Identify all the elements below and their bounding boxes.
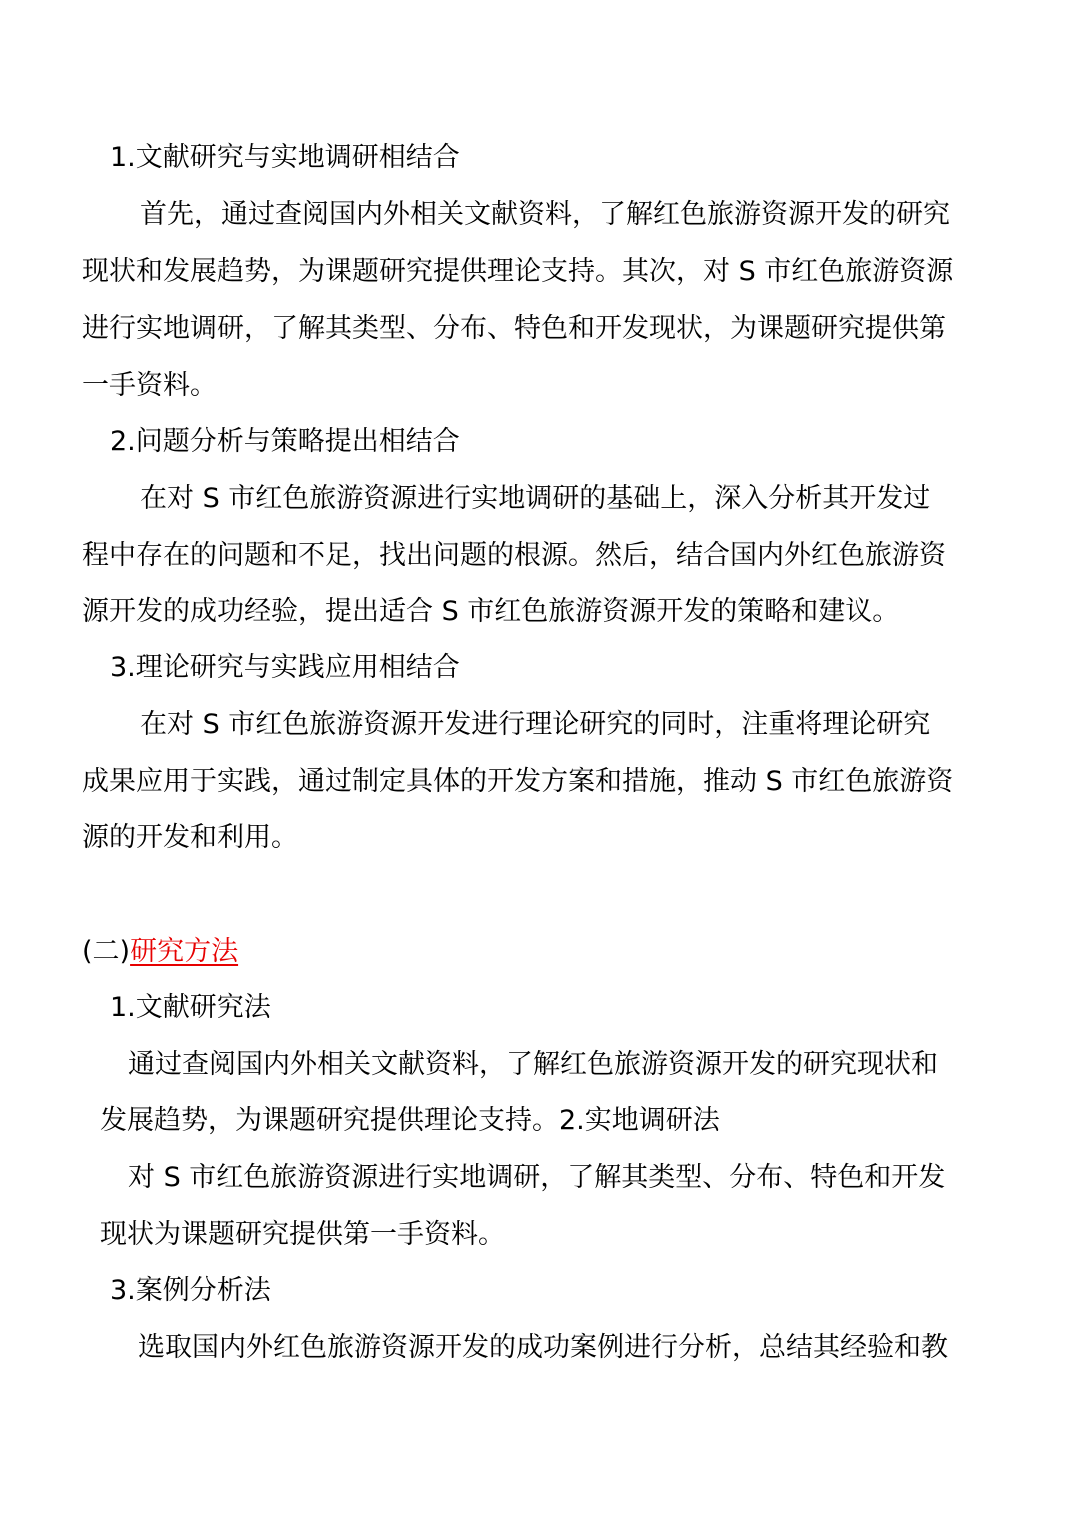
item3-para-line-3: 源的开发和利用。 bbox=[82, 822, 298, 853]
item2-para-line-3: 源开发的成功经验，提出适合 S 市红色旅游资源开发的策略和建议。 bbox=[82, 596, 900, 627]
item1-heading: 1.文献研究与实地调研相结合 bbox=[110, 142, 460, 173]
section2-prefix: (二) bbox=[82, 936, 131, 967]
section2-heading bbox=[82, 932, 238, 972]
item2-heading: 2.问题分析与策略提出相结合 bbox=[110, 426, 460, 457]
item3-para-line-1: 在对 S 市红色旅游资源开发进行理论研究的同时，注重将理论研究 bbox=[140, 709, 931, 740]
method1-para-line-2: 发展趋势，为课题研究提供理论支持。2.实地调研法 bbox=[100, 1105, 720, 1136]
item2-para-line-2: 程中存在的问题和不足，找出问题的根源。然后，结合国内外红色旅游资 bbox=[82, 540, 946, 571]
item1-para-line-4: 一手资料。 bbox=[82, 370, 217, 401]
item1-para-line-1: 首先，通过查阅国内外相关文献资料，了解红色旅游资源开发的研究 bbox=[140, 199, 950, 230]
item3-heading: 3.理论研究与实践应用相结合 bbox=[110, 652, 460, 683]
item2-para-line-1: 在对 S 市红色旅游资源进行实地调研的基础上，深入分析其开发过 bbox=[140, 483, 931, 514]
method3-heading: 3.案例分析法 bbox=[110, 1275, 271, 1306]
section2-title-link[interactable]: 研究方法 bbox=[130, 936, 239, 967]
method2-para-line-2: 现状为课题研究提供第一手资料。 bbox=[100, 1219, 505, 1250]
method1-para-line-1: 通过查阅国内外相关文献资料，了解红色旅游资源开发的研究现状和 bbox=[128, 1049, 938, 1080]
item1-para-line-3: 进行实地调研，了解其类型、分布、特色和开发现状，为课题研究提供第 bbox=[82, 313, 946, 344]
method1-heading: 1.文献研究法 bbox=[110, 992, 271, 1023]
method2-para-line-1: 对 S 市红色旅游资源进行实地调研，了解其类型、分布、特色和开发 bbox=[128, 1162, 946, 1193]
item1-para-line-2: 现状和发展趋势，为课题研究提供理论支持。其次，对 S 市红色旅游资源 bbox=[82, 256, 954, 287]
item3-para-line-2: 成果应用于实践，通过制定具体的开发方案和措施，推动 S 市红色旅游资 bbox=[82, 766, 954, 797]
method3-para-line-1: 选取国内外红色旅游资源开发的成功案例进行分析，总结其经验和教 bbox=[138, 1332, 948, 1363]
